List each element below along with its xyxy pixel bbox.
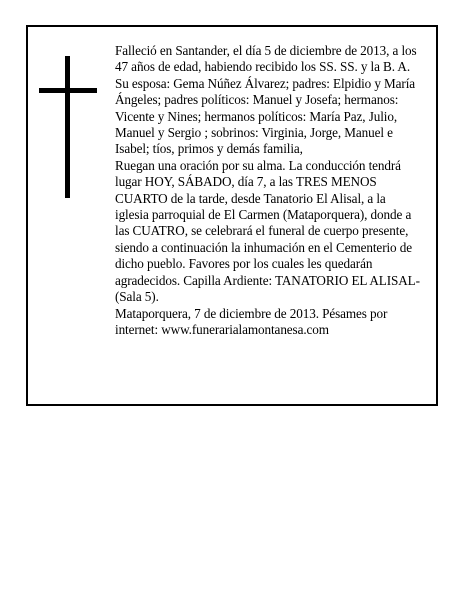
family-list: Su esposa: Gema Núñez Álvarez; padres: Elpidio y María Ángeles; padres políticos: Manuel y Josefa; hermanos: Vicente y Nines; hermanos políticos: María Paz, Julio, Manuel y Sergio ; sobrinos: Virginia, Jorge, Manuel e Isabel; tíos, primos y demás familia, bbox=[115, 75, 416, 157]
latin-cross-icon bbox=[39, 56, 97, 198]
death-announcement: Falleció en Santander, el día 5 de diciembre de 2013, a los 47 años de edad, habiendo recibido los SS. SS. y la B. A. bbox=[115, 43, 417, 75]
obituary-notice bbox=[26, 25, 438, 406]
place-date-condolences: Mataporquera, 7 de diciembre de 2013. Pésames por internet: www.funerarialamontanesa.com bbox=[115, 305, 388, 337]
obituary-text bbox=[115, 43, 420, 338]
cross-horizontal-bar bbox=[39, 88, 97, 93]
cross-vertical-bar bbox=[65, 56, 70, 198]
funeral-details: Ruegan una oración por su alma. La conducción tendrá lugar HOY, SÁBADO, día 7, a las TRES MENOS CUARTO de la tarde, desde Tanatorio El Alisal, a la iglesia parroquial de El Carmen (Mataporquera), donde a las CUATRO, se celebrará el funeral de cuerpo presente, siendo a continuación la inhumación en el Cementerio de dicho pueblo. Favores por los cuales les quedarán agradecidos. Capilla Ardiente: TANATORIO EL ALISAL-(Sala 5). bbox=[115, 157, 420, 305]
